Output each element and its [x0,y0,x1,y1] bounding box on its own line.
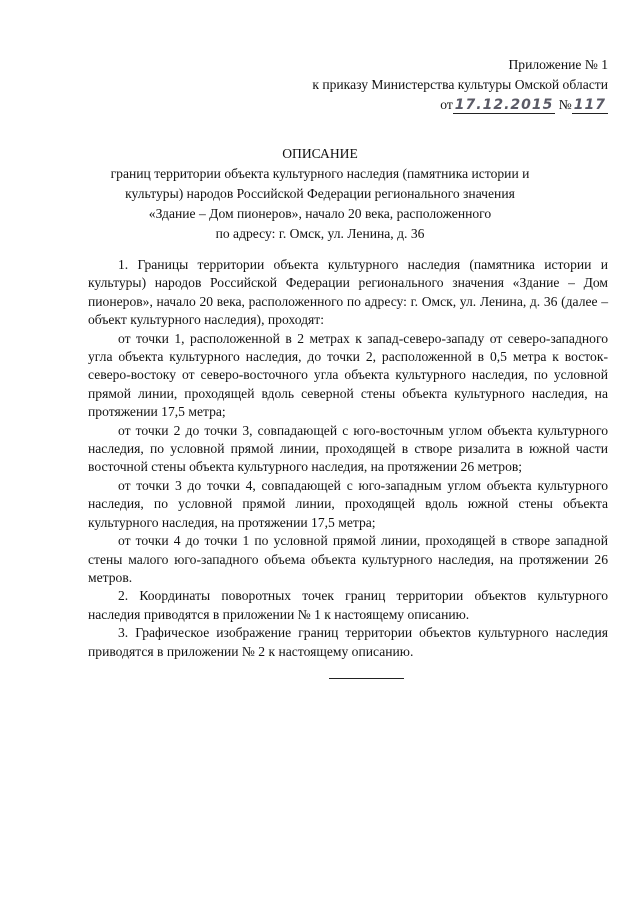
title-line: по адресу: г. Омск, ул. Ленина, д. 36 [215,226,425,241]
paragraph-segment-1-2: от точки 1, расположенной в 2 метрах к запад-северо-западу от северо-западного угла объекта культурного наследия, до точки 2, расположенной в 0,5 метра к восток-северо-востоку от северо-восточного угла объекта культурного наследия, по условной прямой линии, проходящей вдоль северной стены объекта культурного наследия, на протяжении 17,5 метра; [88,330,608,420]
date-prefix: от [440,97,453,112]
document-body [88,256,608,661]
paragraph-segment-2-3: от точки 2 до точки 3, совпадающей с юго-восточным углом объекта культурного наследия, по условной прямой линии, проходящей в створе ризалита в южной части восточной стены объекта культурного наследия, на протяжении 26 метров; [88,422,608,475]
closing-rule [329,678,404,679]
appendix-order-reference: к приказу Министерства культуры Омской области [312,77,608,92]
title-line: культуры) народов Российской Федерации регионального значения [125,186,515,201]
paragraph-segment-3-4: от точки 3 до точки 4, совпадающей с юго-западным углом объекта культурного наследия, по условной прямой линии, проходящей вдоль южной стены объекта культурного наследия, на протяжении 17,5 метра; [88,477,608,530]
paragraph-segment-4-1: от точки 4 до точки 1 по условной прямой линии, проходящей в створе западной стены малого юго-западного объема объекта культурного наследия, на протяжении 26 метров. [88,533,608,585]
order-date-line [312,95,608,115]
handwritten-date: 17.12.2015 [454,97,554,113]
paragraph-coordinates: 2. Координаты поворотных точек границ территории объектов культурного наследия приводятся в приложении № 1 к настоящему описанию. [88,588,608,622]
handwritten-order-number: 117 [573,97,606,113]
title-line: границ территории объекта культурного наследия (памятника истории и [110,166,530,181]
appendix-number: Приложение № 1 [508,57,608,72]
title-heading: ОПИСАНИЕ [282,146,358,161]
title-line: «Здание – Дом пионеров», начало 20 века, расположенного [148,206,492,221]
paragraph-graphic: 3. Графическое изображение границ территории объектов культурного наследия приводятся в приложении № 2 к настоящему описанию. [88,625,608,659]
document-title [60,144,580,244]
number-prefix: № [558,97,572,112]
paragraph-boundaries: 1. Границы территории объекта культурного наследия (памятника истории и культуры) народов Российской Федерации регионального значения «Здание – Дом пионеров», начало 20 века, расположенного по адресу: г. Омск, ул. Ленина, д. 36 (далее – объект культурного наследия), проходят: [88,257,608,328]
appendix-header [312,55,608,115]
